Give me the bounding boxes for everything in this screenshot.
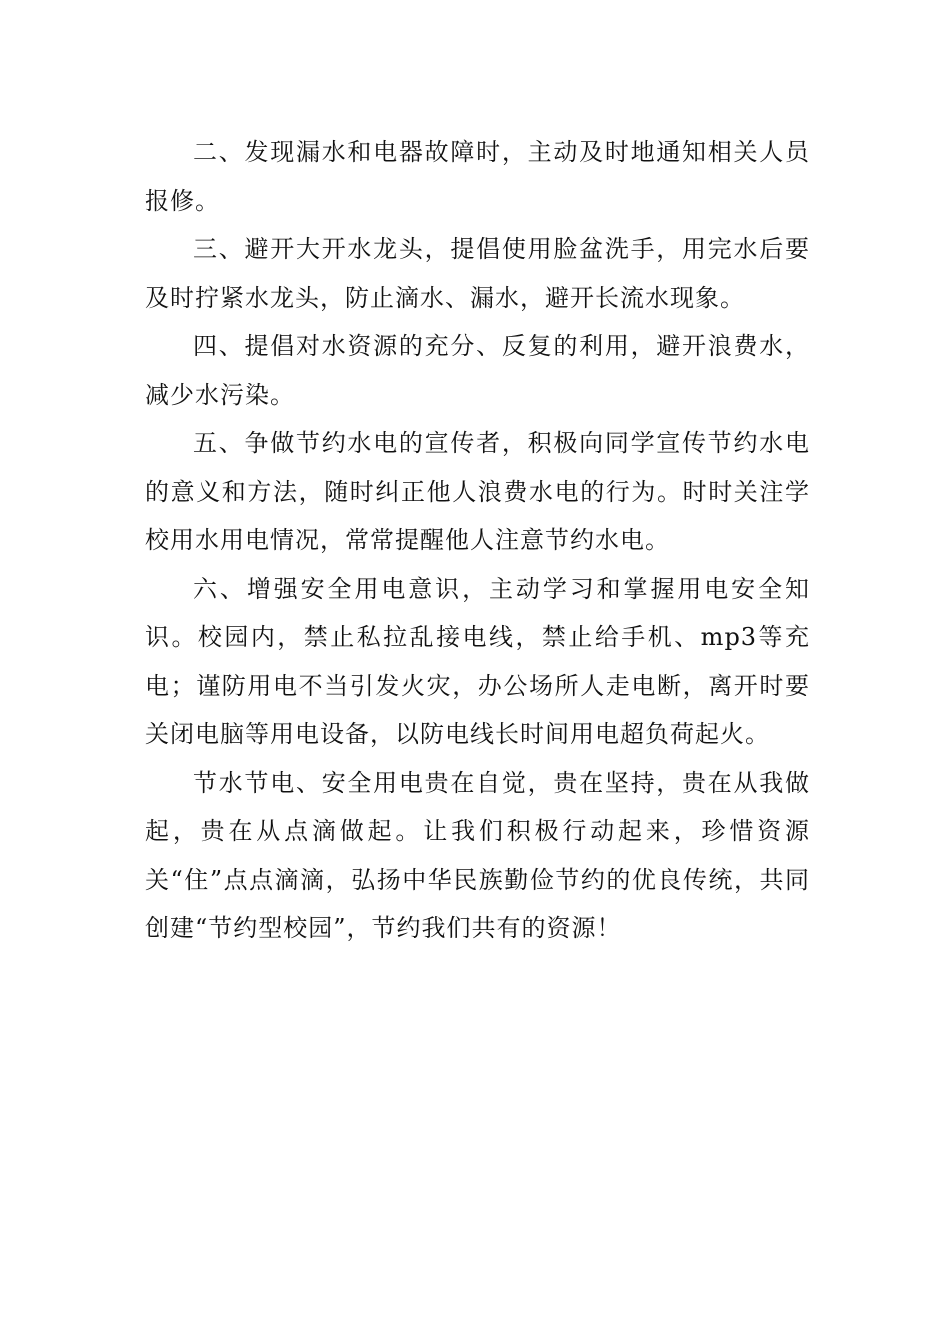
paragraph-item-6: 六、增强安全用电意识，主动学习和掌握用电安全知识。校园内，禁止私拉乱接电线，禁止给手机、mp3等充电；谨防用电不当引发火灾，办公场所人走电断，离开时要关闭电脑等用电设备，以防电线长时间用电超负荷起火。 (145, 574, 810, 748)
paragraph-item-4: 四、提倡对水资源的充分、反复的利用，避开浪费水，减少水污染。 (145, 332, 810, 409)
document-body (145, 128, 810, 953)
paragraph-item-5: 五、争做节约水电的宣传者，积极向同学宣传节约水电的意义和方法，随时纠正他人浪费水电的行为。时时关注学校用水用电情况，常常提醒他人注意节约水电。 (145, 429, 810, 554)
paragraph-item-3: 三、避开大开水龙头，提倡使用脸盆洗手，用完水后要及时拧紧水龙头，防止滴水、漏水，避开长流水现象。 (145, 235, 810, 312)
paragraph-conclusion: 节水节电、安全用电贵在自觉，贵在坚持，贵在从我做起，贵在从点滴做起。让我们积极行动起来，珍惜资源关“住”点点滴滴，弘扬中华民族勤俭节约的优良传统，共同创建“节约型校园”，节约我们共有的资源！ (145, 768, 810, 942)
paragraph-item-2: 二、发现漏水和电器故障时，主动及时地通知相关人员报修。 (145, 138, 810, 215)
